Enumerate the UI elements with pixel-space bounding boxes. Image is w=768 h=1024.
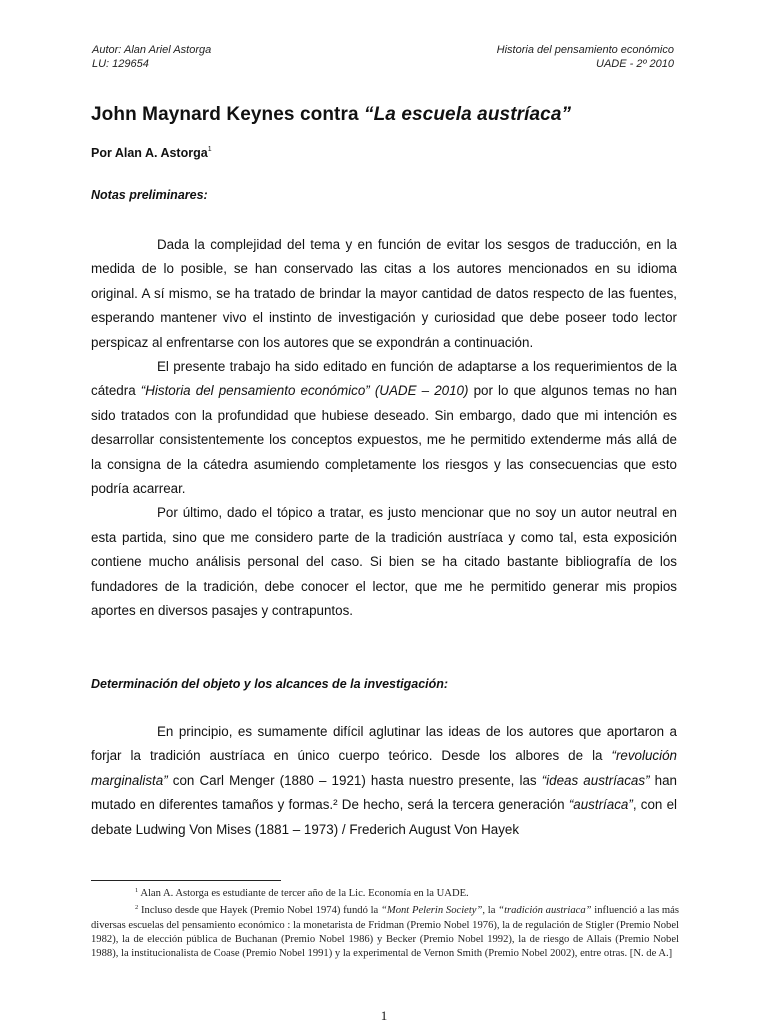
title-italic: “La escuela austríaca” [364, 104, 572, 125]
header-lu: LU: 129654 [92, 58, 149, 70]
footnote-ref-1[interactable]: 1 [207, 146, 212, 153]
section-heading-object: Determinación del objeto y los alcances de la investigación: [91, 677, 449, 691]
footnote-1-text: Alan A. Astorga es estudiante de tercer año de la Lic. Economía en la UADE. [138, 888, 469, 899]
paragraph-2-text-b: por lo que algunos temas no han sido tratados con la profundidad que hubiese deseado. Sin embargo, dado que mi intención es desarrollar consistentemente los conceptos expuestos, me he permitido extenderme más allá de la consigna de la cátedra asumiendo completamente los riesgos y las consecuencias que esto podría acarrear. [91, 383, 677, 497]
document-title [91, 104, 571, 126]
footnote-2-text-b: , la [482, 905, 499, 917]
section-preliminary [91, 188, 677, 202]
paragraph-4-italic-1: “revolución marginalista” [91, 748, 677, 788]
paragraph-4-italic-3: “austríaca” [568, 797, 633, 813]
page-header-right [497, 43, 674, 71]
section-object [91, 677, 677, 691]
paragraph-3: Por último, dado el tópico a tratar, es justo mencionar que no soy un autor neutral en esta partida, sino que me considero parte de la tradición austríaca y como tal, esta exposición contiene mucho análisis personal del caso. Si bien se ha citado bastante bibliografía de los fundadores de la tradición, debe conocer el lector, que me he permitido generar mis propios aportes en diversos pasajes y contrapuntos. [91, 505, 677, 619]
paragraph-4-text-c: han mutado en diferentes tamaños y formas.² De hecho, será la tercera generación [91, 772, 677, 813]
paragraph-4-text-d: , con el debate Ludwing Von Mises (1881 – 1973) / Frederich August Von Hayek [91, 797, 677, 837]
header-university: UADE - 2º 2010 [596, 58, 674, 70]
section-object-body [91, 720, 677, 842]
page-number: 1 [380, 1008, 388, 1023]
section-heading-preliminary: Notas preliminares: [91, 188, 208, 202]
footnote-1-number: 1 [135, 887, 139, 894]
footnote-2-text-c: influenció a las más diversas escuelas del pensamiento económico : la monetarista de Fridman (Premio Nobel 1976), la de regulación de Stigler (Premio Nobel 1982), la de elección pública de Buchanan (Premio Nobel 1986) y Becker (Premio Nobel 1992), la de riesgo de Allais (Premio Nobel 1988), la institucionalista de Coase (Premio Nobel 1991) y la experimental de Vernon Smith (Premio Nobel 2002), entre otras. [N. de A.] [91, 905, 680, 960]
footnote-2-italic-1: “Mont Pelerin Society” [381, 905, 483, 917]
paragraph-2-italic: “Historia del pensamiento económico” (UADE – 2010) [140, 383, 469, 399]
footnote-2 [91, 901, 679, 961]
header-course: Historia del pensamiento económico [496, 44, 674, 56]
footnote-divider [91, 880, 281, 881]
header-author: Autor: Alan Ariel Astorga [92, 44, 212, 56]
byline [91, 146, 212, 160]
paragraph-2 [91, 355, 677, 501]
paragraph-2-text-a: El presente trabajo ha sido editado en función de adaptarse a los requerimientos de la cátedra [91, 359, 677, 399]
section-preliminary-body [91, 233, 677, 624]
paragraph-4-text-b: con Carl Menger (1880 – 1921) hasta nuestro presente, las [167, 772, 542, 788]
paragraph-4 [91, 720, 677, 842]
footnote-2-text-a: Incluso desde que Hayek (Premio Nobel 1974) fundó la [138, 905, 381, 917]
footnotes [91, 884, 679, 961]
footnote-2-number: 2 [135, 904, 139, 912]
footnote-1 [91, 884, 679, 901]
page-header-left [92, 43, 211, 71]
paragraph-1: Dada la complejidad del tema y en función de evitar los sesgos de traducción, en la medida de lo posible, se han conservado las citas a los autores mencionados en su idioma original. A sí mismo, se ha tratado de brindar la mayor cantidad de datos respecto de las fuentes, esperando mantener vivo el instinto de investigación y curiosidad que debe poseer todo lector perspicaz al enfrentarse con los autores que se expondrán a continuación. [91, 237, 677, 350]
footnote-2-italic-2: “tradición austriaca” [498, 905, 592, 917]
title-main: John Maynard Keynes contra [91, 104, 364, 125]
paragraph-4-italic-2: “ideas austríacas” [541, 772, 650, 788]
paragraph-4-text-a: En principio, es sumamente difícil aglutinar las ideas de los autores que aportaron a forjar la tradición austríaca en único cuerpo teórico. Desde los albores de la [91, 724, 677, 764]
byline-text: Por Alan A. Astorga [91, 146, 208, 160]
